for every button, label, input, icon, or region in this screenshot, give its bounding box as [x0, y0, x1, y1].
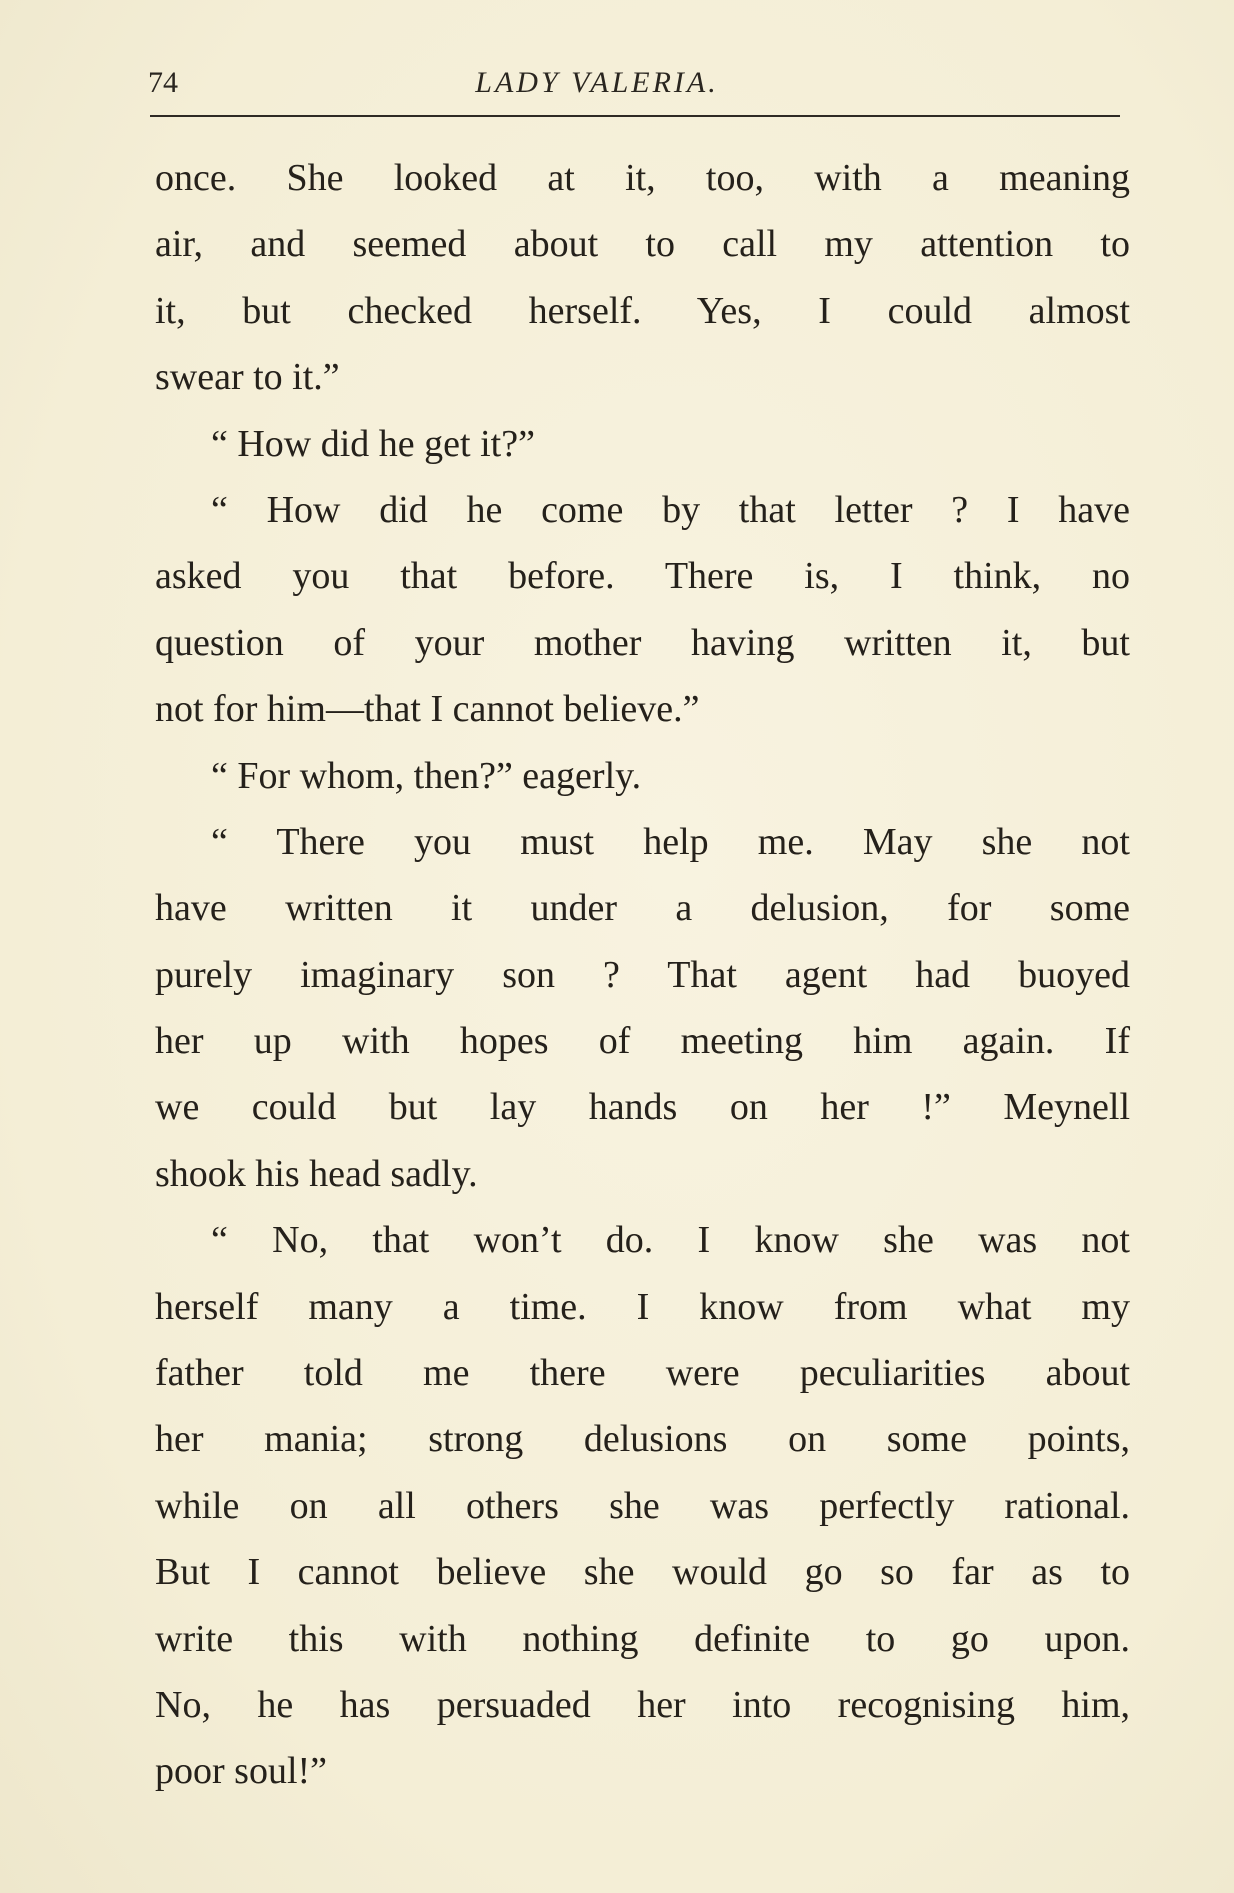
text-line: purely imaginary son ? That agent had buoyed — [155, 953, 1130, 996]
page-number: 74 — [148, 66, 178, 99]
text-line: “ How did he get it?” — [211, 422, 535, 465]
text-line: “ How did he come by that letter ? I have — [211, 488, 1130, 531]
text-line: But I cannot believe she would go so far as to — [155, 1551, 1130, 1594]
body-text — [155, 145, 1130, 1805]
text-line: question of your mother having written it, but — [155, 621, 1130, 664]
text-line: air, and seemed about to call my attention to — [155, 223, 1130, 266]
text-line: once. She looked at it, too, with a meaning — [155, 157, 1130, 199]
text-line: “ There you must help me. May she not — [211, 820, 1130, 863]
text-line: not for him—that I cannot believe.” — [155, 688, 700, 731]
text-line: it, but checked herself. Yes, I could almost — [155, 289, 1130, 332]
header-rule — [150, 115, 1120, 117]
text-line: while on all others she was perfectly rational. — [155, 1484, 1130, 1527]
text-line: we could but lay hands on her !” Meynell — [155, 1086, 1130, 1129]
text-line: have written it under a delusion, for some — [155, 887, 1130, 930]
text-line: shook his head sadly. — [155, 1152, 478, 1195]
text-line: “ For whom, then?” eagerly. — [211, 754, 642, 797]
text-line: father told me there were peculiarities about — [155, 1352, 1130, 1395]
text-line: write this with nothing definite to go upon. — [155, 1617, 1130, 1660]
text-line: her mania; strong delusions on some points, — [155, 1418, 1130, 1461]
text-line: herself many a time. I know from what my — [155, 1285, 1130, 1328]
text-line: No, he has persuaded her into recognising him, — [155, 1683, 1130, 1726]
running-title: LADY VALERIA. — [475, 66, 719, 99]
page-header — [148, 62, 1116, 114]
text-line: poor soul!” — [155, 1750, 328, 1793]
text-line: swear to it.” — [155, 356, 340, 399]
text-line: her up with hopes of meeting him again. If — [155, 1020, 1130, 1063]
text-line: asked you that before. There is, I think, no — [155, 555, 1130, 598]
text-line: “ No, that won’t do. I know she was not — [211, 1219, 1130, 1262]
